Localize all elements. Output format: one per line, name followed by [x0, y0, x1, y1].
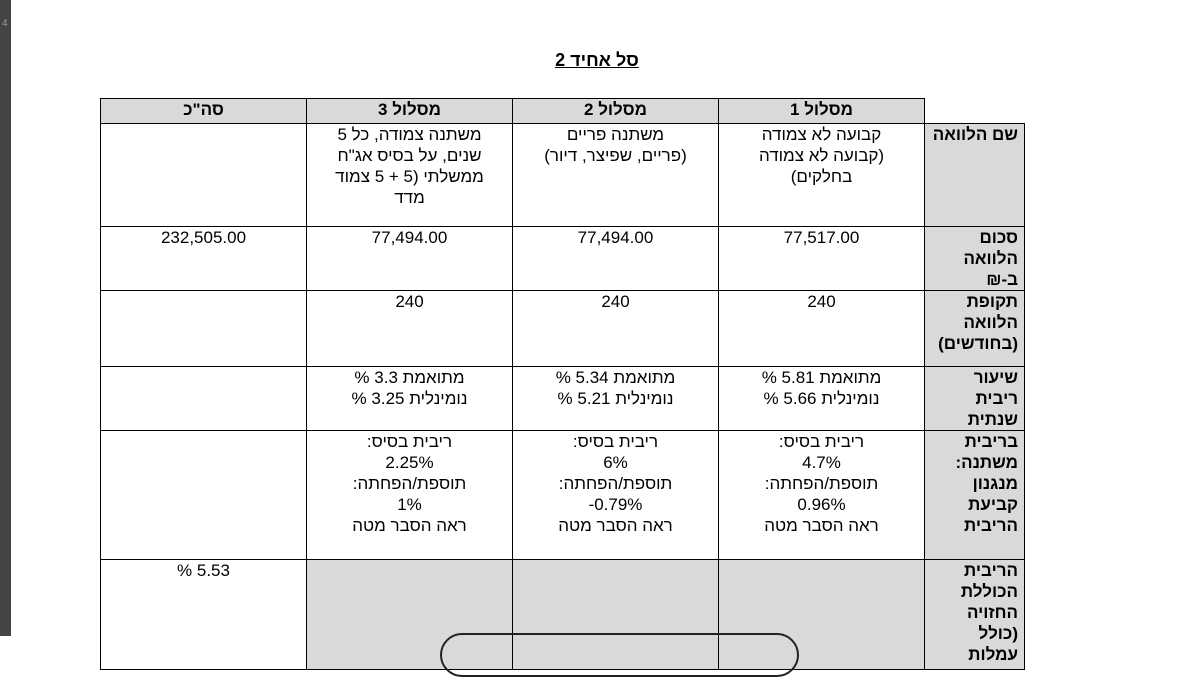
row-loan-amount	[101, 227, 1025, 291]
loan-basket-table	[100, 98, 1025, 670]
rounded-outline-shape	[440, 633, 799, 677]
loan-period-route-2: 240	[513, 291, 719, 367]
loan-name-route-2: משתנה פריים (פריים, שפיצר, דיור)	[513, 124, 719, 227]
loan-name-total	[101, 124, 307, 227]
loan-period-total	[101, 291, 307, 367]
annual-rate-total	[101, 367, 307, 431]
variable-mechanism-total	[101, 431, 307, 560]
variable-mechanism-route-2: ריבית בסיס: 6% תוספת/הפחתה: -0.79% ראה הסבר מטה	[513, 431, 719, 560]
loan-period-route-1: 240	[719, 291, 925, 367]
loan-amount-route-1: 77,517.00	[719, 227, 925, 291]
row-variable-mechanism	[101, 431, 1025, 560]
header-route-2: מסלול 2	[513, 99, 719, 124]
annual-rate-route-2: מתואמת 5.34 % נומינלית 5.21 %	[513, 367, 719, 431]
loan-amount-route-2: 77,494.00	[513, 227, 719, 291]
row-annual-rate	[101, 367, 1025, 431]
header-route-3: מסלול 3	[307, 99, 513, 124]
header-route-1: מסלול 1	[719, 99, 925, 124]
overall-rate-total: 5.53 %	[101, 560, 307, 670]
header-blank-cell	[925, 99, 1025, 124]
label-loan-amount: סכום הלוואה ב-₪	[925, 227, 1025, 291]
annual-rate-route-3: מתואמת 3.3 % נומינלית 3.25 %	[307, 367, 513, 431]
loan-name-route-3: משתנה צמודה, כל 5 שנים, על בסיס אג"ח ממשלתי (5 + 5 צמוד מדד	[307, 124, 513, 227]
header-row	[101, 99, 1025, 124]
annual-rate-route-1: מתואמת 5.81 % נומינלית 5.66 %	[719, 367, 925, 431]
loan-amount-route-3: 77,494.00	[307, 227, 513, 291]
label-variable-mechanism: בריבית משתנה: מנגנון קביעת הריבית	[925, 431, 1025, 560]
label-overall-rate: הריבית הכוללת החזויה (כולל עמלות	[925, 560, 1025, 670]
page-edge-number: 4	[2, 18, 8, 29]
left-edge-bar	[0, 0, 11, 636]
loan-period-route-3: 240	[307, 291, 513, 367]
variable-mechanism-route-3: ריבית בסיס: 2.25% תוספת/הפחתה: 1% ראה הסבר מטה	[307, 431, 513, 560]
page-title: סל אחיד 2	[555, 50, 639, 70]
loan-name-route-1: קבועה לא צמודה (קבועה לא צמודה בחלקים)	[719, 124, 925, 227]
variable-mechanism-route-1: ריבית בסיס: 4.7% תוספת/הפחתה: 0.96% ראה הסבר מטה	[719, 431, 925, 560]
label-loan-name: שם הלוואה	[925, 124, 1025, 227]
loan-amount-total: 232,505.00	[101, 227, 307, 291]
row-loan-name	[101, 124, 1025, 227]
header-total: סה"כ	[101, 99, 307, 124]
label-loan-period: תקופת הלוואה (בחודשים)	[925, 291, 1025, 367]
label-annual-rate: שיעור ריבית שנתית	[925, 367, 1025, 431]
row-loan-period	[101, 291, 1025, 367]
